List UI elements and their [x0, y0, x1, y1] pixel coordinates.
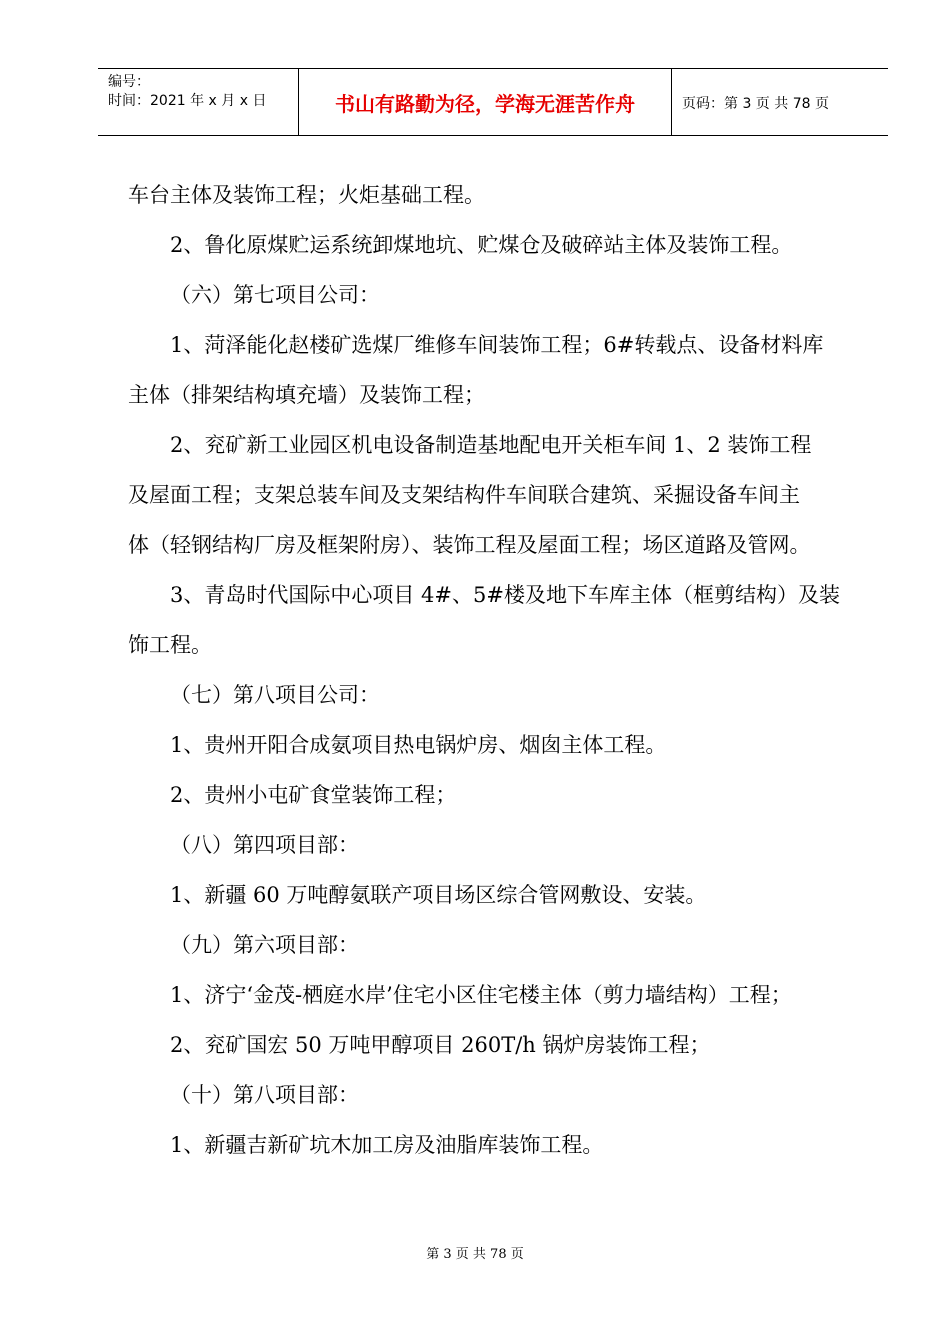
body-line: 1、新疆吉新矿坑木加工房及油脂库装饰工程。 [170, 1133, 604, 1157]
body-line: 1、贵州开阳合成氨项目热电锅炉房、烟囱主体工程。 [170, 733, 667, 757]
body-line: 2、兖矿新工业园区机电设备制造基地配电开关柜车间 1、2 装饰工程 [170, 433, 812, 457]
section-heading: （七）第八项目公司： [170, 683, 380, 707]
body-line: 1、济宁‘金茂-栖庭水岸’住宅小区住宅楼主体（剪力墙结构）工程； [170, 983, 792, 1007]
body-line: 2、鲁化原煤贮运系统卸煤地坑、贮煤仓及破碎站主体及装饰工程。 [170, 233, 793, 257]
header-motto: 书山有路勤为径，学海无涯苦作舟 [335, 92, 635, 116]
header-meta [108, 73, 266, 111]
body-line: 饰工程。 [128, 633, 212, 657]
body-line: 及屋面工程；支架总装车间及支架结构件车间联合建筑、采掘设备车间主 [128, 483, 800, 507]
page-header [98, 68, 888, 136]
body-line: 1、新疆 60 万吨醇氨联产项目场区综合管网敷设、安装。 [170, 883, 707, 907]
body-line: 主体（排架结构填充墙）及装饰工程； [128, 383, 485, 407]
body-line: 车台主体及装饰工程；火炬基础工程。 [128, 183, 485, 207]
section-heading: （八）第四项目部： [170, 833, 359, 857]
body-line: 2、贵州小屯矿食堂装饰工程； [170, 783, 457, 807]
header-page-info: 页码：第 3 页 共 78 页 [682, 96, 829, 112]
serial-label: 编号： [108, 74, 150, 90]
section-heading: （十）第八项目部： [170, 1083, 359, 1107]
document-body [128, 170, 863, 1170]
body-line: 2、兖矿国宏 50 万吨甲醇项目 260T/h 锅炉房装饰工程； [170, 1033, 711, 1057]
header-divider-right [671, 69, 672, 136]
body-line: 体（轻钢结构厂房及框架附房）、装饰工程及屋面工程；场区道路及管网。 [128, 533, 811, 557]
body-line: 1、菏泽能化赵楼矿选煤厂维修车间装饰工程；6#转载点、设备材料库 [170, 333, 824, 357]
time-label: 时间：2021 年 x 月 x 日 [108, 93, 267, 109]
section-heading: （六）第七项目公司： [170, 283, 380, 307]
section-heading: （九）第六项目部： [170, 933, 359, 957]
body-line: 3、青岛时代国际中心项目 4#、5#楼及地下车库主体（框剪结构）及装 [170, 583, 840, 607]
page-footer: 第 3 页 共 78 页 [426, 1247, 524, 1262]
